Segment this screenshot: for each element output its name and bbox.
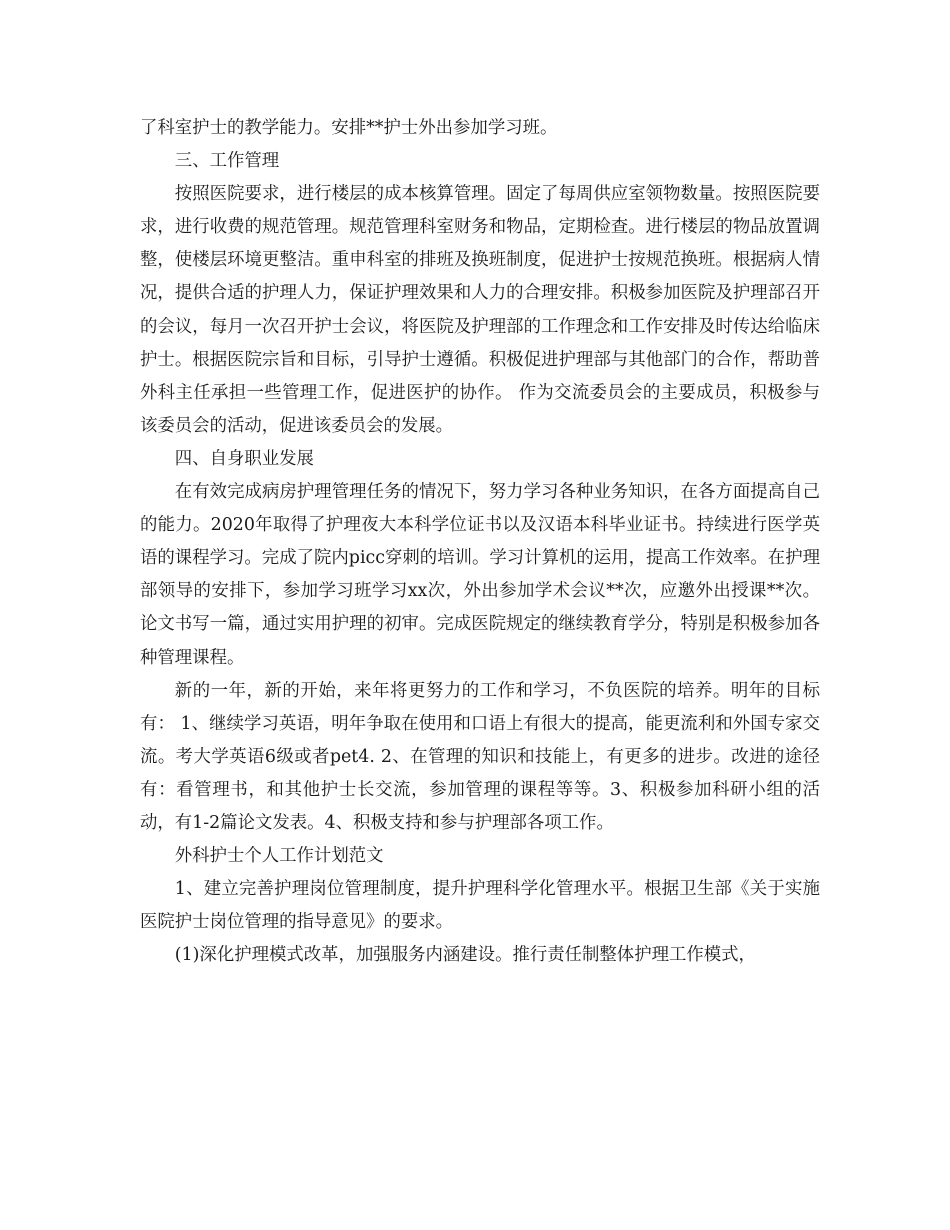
paragraph-plan-item-1: 1、建立完善护理岗位管理制度，提升护理科学化管理水平。根据卫生部《关于实施医院护士岗位管理的指导意见》的要求。 <box>140 879 820 933</box>
section-heading-career-development: 四、自身职业发展 <box>174 448 314 469</box>
paragraph-1: 了科室护士的教学能力。安排**护士外出参加学习班。 <box>140 118 558 138</box>
section-heading-plan-sample: 外科护士个人工作计划范文 <box>174 846 384 867</box>
document-page <box>140 112 820 972</box>
section-heading-work-management: 三、工作管理 <box>174 151 280 172</box>
paragraph-plan-item-1-1: (1)深化护理模式改革，加强服务内涵建设。推行责任制整体护理工作模式， <box>174 945 756 966</box>
paragraph-career-development: 在有效完成病房护理管理任务的情况下，努力学习各种业务知识，在各方面提高自己的能力。2020年取得了护理夜大本科学位证书以及汉语本科毕业证书。持续进行医学英语的课程学习。完成了院内picc穿刺的培训。学习计算机的运用，提高工作效率。在护理部领导的安排下，参加学习班学习xx次，外出参加学术会议**次，应邀外出授课**次。论文书写一篇，通过实用护理的初审。完成医院规定的继续教育学分，特别是积极参加各种管理课程。 <box>140 482 820 668</box>
paragraph-next-year-goals: 新的一年，新的开始，来年将更努力的工作和学习，不负医院的培养。明年的目标有： 1、继续学习英语，明年争取在使用和口语上有很大的提高，能更流利和外国专家交流。考大学英语6级或者pet4. 2、在管理的知识和技能上，有更多的进步。改进的途径有：看管理书，和其他护士长交流，参加管理的课程等等。3、积极参加科研小组的活动，有1-2篇论文发表。4、积极支持和参与护理部各项工作。 <box>140 680 820 833</box>
paragraph-work-management: 按照医院要求，进行楼层的成本核算管理。固定了每周供应室领物数量。按照医院要求，进行收费的规范管理。规范管理科室财务和物品，定期检查。进行楼层的物品放置调整，使楼层环境更整洁。重申科室的排班及换班制度，促进护士按规范换班。根据病人情况，提供合适的护理人力，保证护理效果和人力的合理安排。积极参加医院及护理部召开的会议，每月一次召开护士会议，将医院及护理部的工作理念和工作安排及时传达给临床护士。根据医院宗旨和目标，引导护士遵循。积极促进护理部与其他部门的合作，帮助普外科主任承担一些管理工作，促进医护的协作。 作为交流委员会的主要成员，积极参与该委员会的活动，促进该委员会的发展。 <box>140 184 820 436</box>
